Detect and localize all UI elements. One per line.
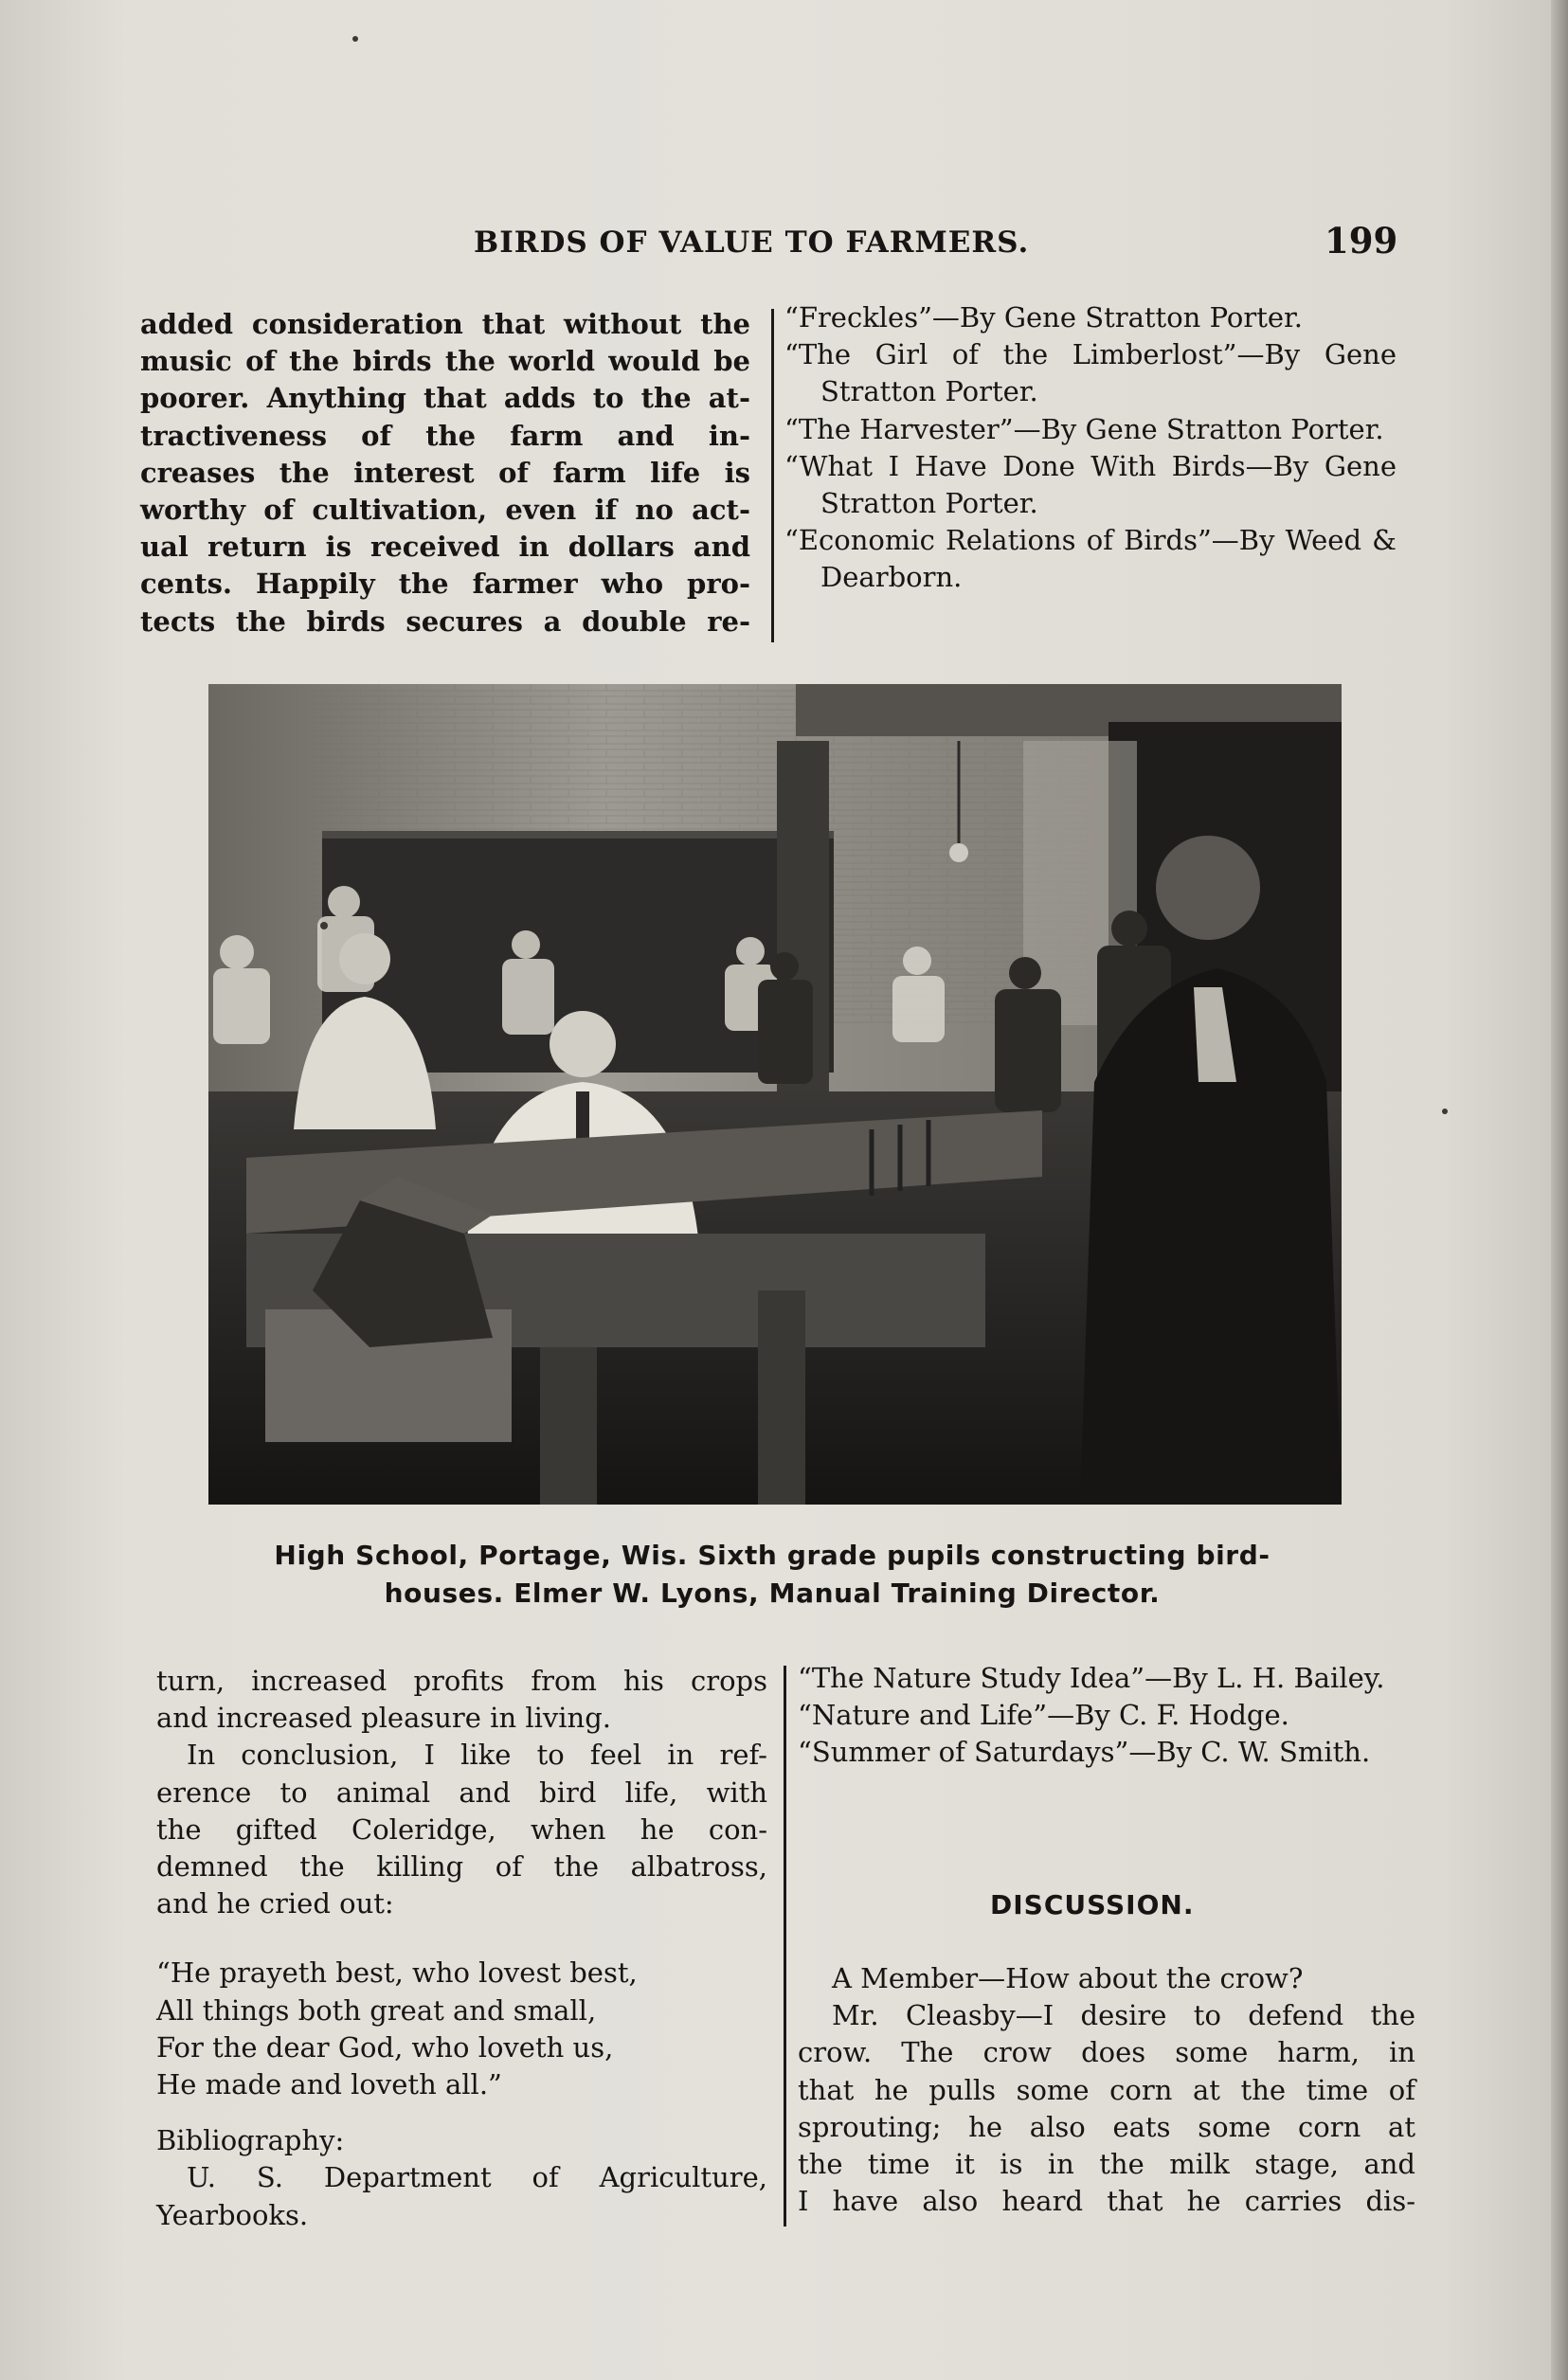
text-line: and increased pleasure in living. xyxy=(156,1702,612,1735)
page-number: 199 xyxy=(1325,220,1398,261)
text-line: the time it is in the milk stage, and xyxy=(798,2148,1415,2181)
text-line: added consideration that without the xyxy=(140,308,750,340)
ink-speck xyxy=(1442,1109,1448,1114)
text-line: sprouting; he also eats some corn at xyxy=(798,2110,1415,2143)
book-entry: “Freckles”—By Gene Stratton Porter. xyxy=(784,301,1303,334)
text-line: poorer. Anything that adds to the at- xyxy=(140,382,750,415)
classroom-photograph xyxy=(208,684,1342,1505)
column-rule xyxy=(784,1666,786,2227)
text-line: that he pulls some corn at the time of xyxy=(798,2073,1415,2106)
caption-line: High School, Portage, Wis. Sixth grade pupils constructing bird- xyxy=(274,1540,1271,1571)
column-rule xyxy=(771,309,774,642)
text-line: In conclusion, I like to feel in ref- xyxy=(187,1739,767,1772)
text-line: I have also heard that he carries dis- xyxy=(798,2185,1415,2218)
caption-line: houses. Elmer W. Lyons, Manual Training Director. xyxy=(384,1578,1161,1609)
text-line: A Member—How about the crow? xyxy=(832,1962,1304,1994)
top-left-column xyxy=(140,306,750,640)
text-line: Yearbooks. xyxy=(156,2198,309,2231)
poem-line: He made and loveth all.” xyxy=(156,2068,502,2101)
ink-speck xyxy=(352,36,358,42)
book-entry: “The Nature Study Idea”—By L. H. Bailey. xyxy=(798,1662,1385,1694)
text-line: creases the interest of farm life is xyxy=(140,456,750,489)
book-entry: “Economic Relations of Birds”—By Weed & Dearborn. xyxy=(784,524,1397,594)
text-line: cents. Happily the farmer who pro- xyxy=(140,568,750,601)
text-line: the gifted Coleridge, when he con- xyxy=(156,1812,767,1846)
ink-speck xyxy=(320,922,328,929)
text-line: demned the killing of the albatross, xyxy=(156,1850,767,1884)
text-line: tractiveness of the farm and in- xyxy=(140,419,750,452)
text-line: and he cried out: xyxy=(156,1887,394,1920)
book-entry: “What I Have Done With Birds—By Gene Stratton Porter. xyxy=(784,449,1397,520)
running-head: BIRDS OF VALUE TO FARMERS. xyxy=(474,225,1030,260)
discussion-heading: DISCUSSION. xyxy=(990,1889,1195,1920)
poem-line: “He prayeth best, who lovest best, xyxy=(156,1956,638,1990)
text-line: U. S. Department of Agriculture, xyxy=(187,2161,767,2194)
photo-caption xyxy=(171,1537,1374,1613)
book-entry: “Nature and Life”—By C. F. Hodge. xyxy=(798,1699,1289,1732)
text-line: worthy of cultivation, even if no act- xyxy=(140,494,750,527)
poem-line: All things both great and small, xyxy=(156,1993,597,2027)
poem-line: For the dear God, who loveth us, xyxy=(156,2030,614,2064)
bibliography-label: Bibliography: xyxy=(156,2124,345,2157)
text-line: tects the birds secures a double re- xyxy=(140,604,750,638)
book-entry: “Summer of Saturdays”—By C. W. Smith. xyxy=(798,1736,1371,1769)
book-entry: “The Harvester”—By Gene Stratton Porter. xyxy=(784,412,1384,445)
bottom-left-column xyxy=(156,1663,767,2234)
text-line: ual return is received in dollars and xyxy=(140,531,750,564)
bottom-right-column xyxy=(798,1660,1415,1772)
top-right-column xyxy=(784,299,1397,597)
page-edge xyxy=(1551,0,1568,2380)
book-entry: “The Girl of the Limberlost”—By Gene Stratton Porter. xyxy=(784,338,1397,408)
text-line: crow. The crow does some harm, in xyxy=(798,2036,1415,2069)
photo-illustration xyxy=(208,684,1342,1505)
text-line: erence to animal and bird life, with xyxy=(156,1776,767,1809)
text-line: turn, increased profits from his crops xyxy=(156,1665,767,1697)
text-line: music of the birds the world would be xyxy=(140,345,750,378)
text-line: Mr. Cleasby—I desire to defend the xyxy=(832,1999,1415,2032)
discussion-text xyxy=(798,1960,1415,2220)
